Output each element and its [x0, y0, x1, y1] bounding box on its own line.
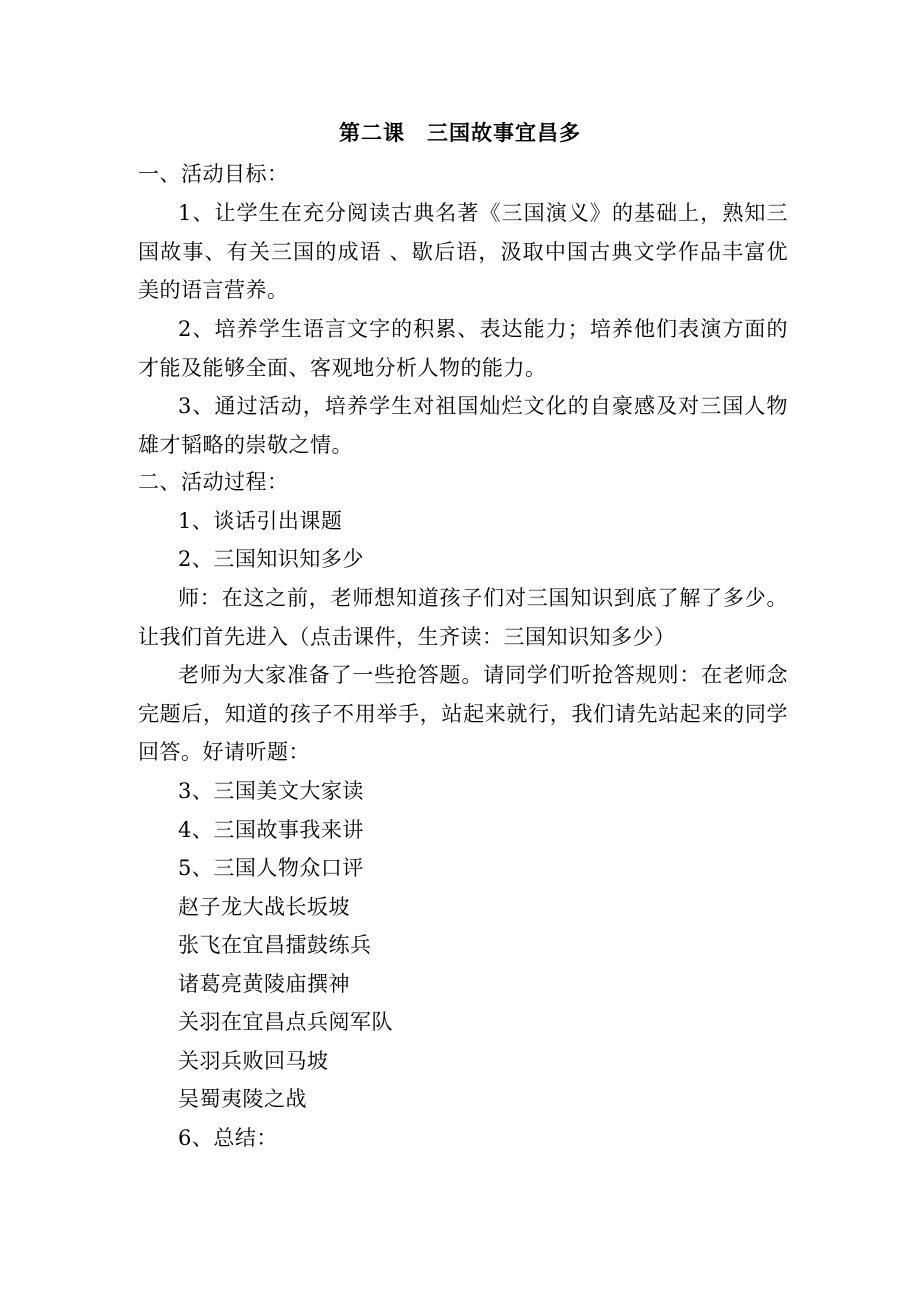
story-item: 关羽在宜昌点兵阅军队	[178, 1010, 393, 1034]
story-item: 诸葛亮黄陵庙撰神	[178, 972, 350, 996]
process-step-2: 2、三国知识知多少	[178, 547, 364, 571]
goal-item-1: 1、让学生在充分阅读古典名著《三国演义》的基础上，熟知三国故事、有关三国的成语 、歇后语，汲取中国古典文学作品丰富优美的语言营养。	[138, 201, 788, 302]
section-heading-goals: 一、活动目标：	[138, 162, 289, 186]
teacher-paragraph-2: 老师为大家准备了一些抢答题。请同学们听抢答规则：在老师念完题后，知道的孩子不用举手，站起来就行，我们请先站起来的同学回答。好请听题：	[138, 663, 788, 764]
process-step-5: 5、三国人物众口评	[178, 856, 364, 880]
story-item: 吴蜀夷陵之战	[178, 1087, 307, 1111]
goal-item-3: 3、通过活动，培养学生对祖国灿烂文化的自豪感及对三国人物雄才韬略的崇敬之情。	[138, 394, 788, 457]
goal-item-2: 2、培养学生语言文字的积累、表达能力；培养他们表演方面的才能及能够全面、客观地分析人物的能力。	[138, 317, 788, 380]
process-step-3: 3、三国美文大家读	[178, 779, 364, 803]
process-step-4: 4、三国故事我来讲	[178, 818, 364, 842]
story-item: 赵子龙大战长坂坡	[178, 895, 350, 919]
lesson-title: 第二课 三国故事宜昌多	[339, 120, 581, 145]
story-item: 关羽兵败回马坡	[178, 1049, 329, 1073]
process-step-1: 1、谈话引出课题	[178, 509, 343, 533]
process-step-6: 6、总结：	[178, 1126, 278, 1150]
teacher-paragraph-1: 师：在这之前，老师想知道孩子们对三国知识到底了解了多少。让我们首先进入（点击课件，生齐读：三国知识知多少）	[138, 586, 788, 649]
story-item: 张飞在宜昌擂鼓练兵	[178, 933, 372, 957]
section-heading-process: 二、活动过程：	[138, 470, 289, 494]
